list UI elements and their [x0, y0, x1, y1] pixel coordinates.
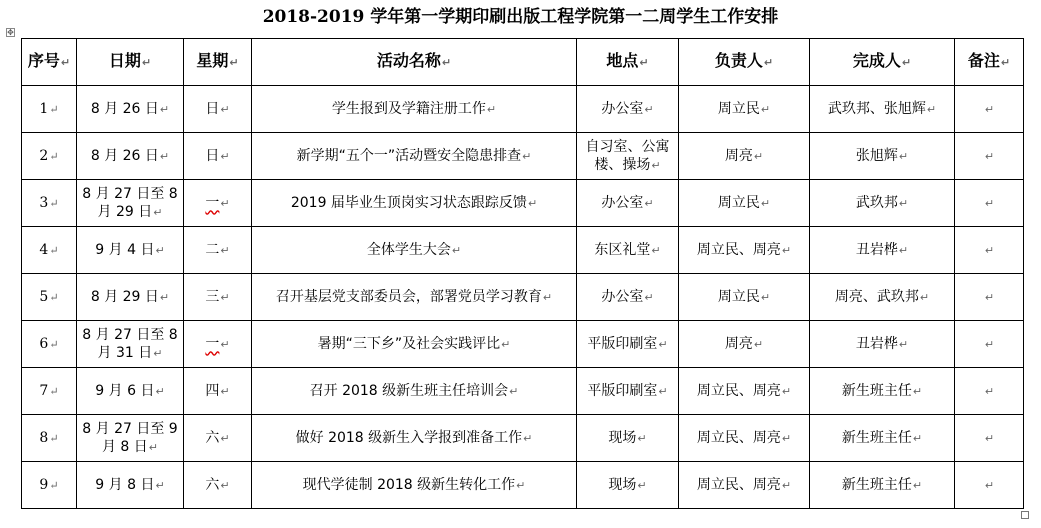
paragraph-mark-icon: ↵ — [926, 102, 937, 116]
date-text: 8 月 26 日 — [90, 147, 159, 164]
cell-owner[interactable] — [679, 133, 810, 180]
table-row — [22, 368, 1024, 415]
paragraph-mark-icon: ↵ — [148, 440, 159, 454]
cell-index[interactable] — [22, 227, 77, 274]
table-row — [22, 133, 1024, 180]
index-text: 7 — [39, 382, 49, 399]
owner-text: 周亮 — [724, 147, 753, 164]
cell-weekday[interactable] — [184, 180, 252, 227]
paragraph-mark-icon: ↵ — [898, 196, 909, 210]
date-text: 8 月 27 日至 8 月 29 日 — [82, 185, 178, 220]
cell-date[interactable] — [77, 462, 184, 509]
paragraph-mark-icon: ↵ — [220, 290, 230, 304]
table-row — [22, 321, 1024, 368]
location-text: 平版印刷室 — [587, 335, 658, 352]
activity-text: 召开基层党支部委员会，部署党员学习教育 — [275, 288, 542, 305]
cell-completer[interactable] — [810, 274, 955, 321]
location-text: 现场 — [608, 476, 637, 493]
location-text: 东区礼堂 — [594, 241, 651, 258]
paragraph-mark-icon: ↵ — [984, 478, 995, 492]
activity-text: 做好 2018 级新生入学报到准备工作 — [295, 429, 523, 446]
cell-owner[interactable] — [679, 462, 810, 509]
cell-completer[interactable] — [810, 86, 955, 133]
completer-text: 丑岩桦 — [855, 335, 898, 352]
activity-text: 现代学徒制 2018 级新生转化工作 — [302, 476, 516, 493]
paragraph-mark-icon: ↵ — [760, 290, 771, 304]
owner-text: 周立民 — [717, 288, 760, 305]
paragraph-mark-icon: ↵ — [159, 290, 170, 304]
cell-note[interactable] — [955, 133, 1024, 180]
paragraph-mark-icon: ↵ — [49, 290, 59, 304]
weekday-text: 一 — [205, 194, 220, 211]
paragraph-mark-icon: ↵ — [760, 196, 771, 210]
cell-index[interactable] — [22, 415, 77, 462]
table-row — [22, 462, 1024, 509]
paragraph-mark-icon: ↵ — [220, 102, 230, 116]
cell-date[interactable] — [77, 133, 184, 180]
cell-completer[interactable] — [810, 321, 955, 368]
paragraph-mark-icon: ↵ — [912, 431, 923, 445]
header-owner[interactable]: 负责人↵ — [679, 39, 810, 86]
cell-weekday[interactable] — [184, 133, 252, 180]
paragraph-mark-icon: ↵ — [781, 243, 792, 257]
cell-weekday[interactable] — [184, 321, 252, 368]
date-text: 9 月 6 日 — [95, 382, 155, 399]
completer-text: 新生班主任 — [841, 476, 912, 493]
paragraph-mark-icon: ↵ — [898, 243, 909, 257]
paragraph-mark-icon: ↵ — [159, 102, 170, 116]
table-row — [22, 180, 1024, 227]
cell-activity[interactable] — [252, 274, 577, 321]
weekday-text: 六 — [205, 476, 220, 493]
paragraph-mark-icon: ↵ — [220, 337, 230, 351]
cell-date[interactable] — [77, 415, 184, 462]
cell-note[interactable] — [955, 86, 1024, 133]
cell-owner[interactable] — [679, 415, 810, 462]
owner-text: 周立民 — [717, 194, 760, 211]
cell-note[interactable] — [955, 368, 1024, 415]
table-row — [22, 227, 1024, 274]
paragraph-mark-icon: ↵ — [984, 290, 995, 304]
index-text: 6 — [39, 335, 49, 352]
paragraph-mark-icon: ↵ — [451, 243, 462, 257]
header-location[interactable]: 地点↵ — [577, 39, 679, 86]
cell-location[interactable] — [577, 368, 679, 415]
location-text: 办公室 — [601, 100, 644, 117]
weekday-text: 日 — [205, 147, 220, 164]
location-text: 自习室、公寓楼、操场 — [585, 138, 670, 173]
cell-completer[interactable] — [810, 180, 955, 227]
paragraph-mark-icon: ↵ — [781, 478, 792, 492]
completer-text: 张旭辉 — [855, 147, 898, 164]
paragraph-mark-icon: ↵ — [509, 384, 519, 398]
paragraph-mark-icon: ↵ — [486, 102, 497, 116]
activity-text: 新学期“五个一”活动暨安全隐患排查 — [296, 147, 522, 164]
date-text: 9 月 8 日 — [95, 476, 155, 493]
cell-date[interactable] — [77, 227, 184, 274]
paragraph-mark-icon: ↵ — [49, 243, 59, 257]
owner-text: 周立民、周亮 — [696, 382, 781, 399]
paragraph-mark-icon: ↵ — [220, 384, 230, 398]
weekday-text: 四 — [205, 382, 220, 399]
paragraph-mark-icon: ↵ — [984, 384, 995, 398]
cell-location[interactable] — [577, 133, 679, 180]
weekday-text: 一 — [205, 335, 220, 352]
cell-index[interactable] — [22, 368, 77, 415]
cell-index[interactable] — [22, 180, 77, 227]
paragraph-mark-icon: ↵ — [651, 158, 661, 172]
paragraph-mark-icon: ↵ — [781, 431, 792, 445]
paragraph-mark-icon: ↵ — [898, 337, 909, 351]
paragraph-mark-icon: ↵ — [220, 243, 230, 257]
cell-activity[interactable] — [252, 462, 577, 509]
owner-text: 周立民、周亮 — [696, 429, 781, 446]
paragraph-mark-icon: ↵ — [153, 205, 163, 219]
paragraph-mark-icon: ↵ — [912, 384, 923, 398]
location-text: 办公室 — [601, 288, 644, 305]
completer-text: 新生班主任 — [841, 382, 912, 399]
paragraph-mark-icon: ↵ — [155, 478, 165, 492]
cell-location[interactable] — [577, 321, 679, 368]
cell-note[interactable] — [955, 415, 1024, 462]
header-activity[interactable]: 活动名称↵ — [252, 39, 577, 86]
weekday-text: 二 — [205, 241, 220, 258]
paragraph-mark-icon: ↵ — [527, 196, 538, 210]
cell-date[interactable] — [77, 180, 184, 227]
cell-location[interactable] — [577, 86, 679, 133]
date-text: 8 月 29 日 — [90, 288, 159, 305]
cell-note[interactable] — [955, 462, 1024, 509]
paragraph-mark-icon: ↵ — [49, 196, 59, 210]
header-index[interactable]: 序号↵ — [22, 39, 77, 86]
paragraph-mark-icon: ↵ — [753, 149, 764, 163]
paragraph-mark-icon: ↵ — [651, 243, 661, 257]
cell-weekday[interactable] — [184, 415, 252, 462]
date-text: 8 月 26 日 — [90, 100, 159, 117]
paragraph-mark-icon: ↵ — [220, 478, 230, 492]
cell-index[interactable] — [22, 462, 77, 509]
cell-date[interactable] — [77, 321, 184, 368]
paragraph-mark-icon: ↵ — [898, 149, 909, 163]
paragraph-mark-icon: ↵ — [522, 149, 532, 163]
header-completer[interactable]: 完成人↵ — [810, 39, 955, 86]
paragraph-mark-icon: ↵ — [912, 478, 923, 492]
index-text: 3 — [39, 194, 49, 211]
paragraph-mark-icon: ↵ — [658, 337, 668, 351]
cell-owner[interactable] — [679, 227, 810, 274]
paragraph-mark-icon: ↵ — [220, 431, 230, 445]
date-text: 8 月 27 日至 8 月 31 日 — [82, 326, 178, 361]
paragraph-mark-icon: ↵ — [644, 290, 654, 304]
index-text: 1 — [39, 100, 49, 117]
index-text: 2 — [39, 147, 49, 164]
cell-weekday[interactable] — [184, 368, 252, 415]
index-text: 5 — [39, 288, 49, 305]
cell-location[interactable] — [577, 274, 679, 321]
cell-location[interactable] — [577, 227, 679, 274]
cell-location[interactable] — [577, 462, 679, 509]
header-row — [22, 39, 1024, 86]
paragraph-mark-icon: ↵ — [49, 384, 59, 398]
cell-activity[interactable] — [252, 368, 577, 415]
index-text: 9 — [39, 476, 49, 493]
cell-activity[interactable] — [252, 227, 577, 274]
cell-activity[interactable] — [252, 321, 577, 368]
paragraph-mark-icon: ↵ — [501, 337, 511, 351]
activity-text: 2019 届毕业生顶岗实习状态跟踪反馈 — [290, 194, 527, 211]
paragraph-mark-icon: ↵ — [49, 102, 59, 116]
owner-text: 周立民、周亮 — [696, 241, 781, 258]
paragraph-mark-icon: ↵ — [542, 290, 553, 304]
cell-completer[interactable] — [810, 462, 955, 509]
cell-weekday[interactable] — [184, 227, 252, 274]
cell-location[interactable] — [577, 180, 679, 227]
index-text: 8 — [39, 429, 49, 446]
paragraph-mark-icon: ↵ — [220, 149, 230, 163]
owner-text: 周亮 — [724, 335, 753, 352]
paragraph-mark-icon: ↵ — [984, 431, 995, 445]
paragraph-mark-icon: ↵ — [49, 149, 59, 163]
cell-index[interactable] — [22, 321, 77, 368]
owner-text: 周立民 — [717, 100, 760, 117]
paragraph-mark-icon: ↵ — [637, 478, 647, 492]
table-move-handle-icon[interactable]: ✥ — [7, 28, 14, 37]
paragraph-mark-icon: ↵ — [644, 102, 654, 116]
schedule-table — [21, 38, 1024, 509]
paragraph-mark-icon: ↵ — [984, 102, 995, 116]
paragraph-mark-icon: ↵ — [159, 149, 170, 163]
cell-date[interactable] — [77, 368, 184, 415]
cell-owner[interactable] — [679, 180, 810, 227]
cell-completer[interactable] — [810, 415, 955, 462]
completer-text: 武玖邦、张旭辉 — [827, 100, 926, 117]
document-title: 2018-2019 学年第一学期印刷出版工程学院第一二周学生工作安排 — [262, 7, 779, 27]
cell-location[interactable] — [577, 415, 679, 462]
weekday-text: 三 — [205, 288, 220, 305]
cell-owner[interactable] — [679, 368, 810, 415]
owner-text: 周立民、周亮 — [696, 476, 781, 493]
cell-date[interactable] — [77, 274, 184, 321]
table-row — [22, 274, 1024, 321]
location-text: 现场 — [608, 429, 637, 446]
cell-completer[interactable] — [810, 227, 955, 274]
paragraph-mark-icon: ↵ — [220, 196, 230, 210]
date-text: 9 月 4 日 — [95, 241, 155, 258]
paragraph-mark-icon: ↵ — [781, 384, 792, 398]
weekday-text: 六 — [205, 429, 220, 446]
cell-activity[interactable] — [252, 180, 577, 227]
cell-index[interactable] — [22, 274, 77, 321]
cell-weekday[interactable] — [184, 274, 252, 321]
paragraph-mark-icon: ↵ — [984, 196, 995, 210]
cell-weekday[interactable] — [184, 86, 252, 133]
cell-date[interactable] — [77, 86, 184, 133]
paragraph-mark-icon: ↵ — [658, 384, 668, 398]
location-text: 办公室 — [601, 194, 644, 211]
paragraph-mark-icon: ↵ — [155, 243, 165, 257]
completer-text: 周亮、武玖邦 — [834, 288, 919, 305]
table-row — [22, 415, 1024, 462]
date-text: 8 月 27 日至 9 月 8 日 — [82, 420, 178, 455]
cell-note[interactable] — [955, 321, 1024, 368]
completer-text: 武玖邦 — [855, 194, 898, 211]
cell-activity[interactable] — [252, 86, 577, 133]
cell-note[interactable] — [955, 227, 1024, 274]
cell-owner[interactable] — [679, 86, 810, 133]
activity-text: 学生报到及学籍注册工作 — [331, 100, 486, 117]
completer-text: 丑岩桦 — [855, 241, 898, 258]
cell-activity[interactable] — [252, 415, 577, 462]
paragraph-mark-icon: ↵ — [644, 196, 654, 210]
cell-completer[interactable] — [810, 133, 955, 180]
cell-completer[interactable] — [810, 368, 955, 415]
index-text: 4 — [39, 241, 49, 258]
paragraph-mark-icon: ↵ — [523, 431, 533, 445]
paragraph-mark-icon: ↵ — [637, 431, 647, 445]
table-resize-handle-icon[interactable] — [1021, 511, 1029, 519]
weekday-text: 日 — [205, 100, 220, 117]
paragraph-mark-icon: ↵ — [984, 149, 995, 163]
completer-text: 新生班主任 — [841, 429, 912, 446]
cell-owner[interactable] — [679, 274, 810, 321]
cell-weekday[interactable] — [184, 462, 252, 509]
location-text: 平版印刷室 — [587, 382, 658, 399]
activity-text: 全体学生大会 — [366, 241, 451, 258]
paragraph-mark-icon: ↵ — [919, 290, 930, 304]
paragraph-mark-icon: ↵ — [984, 243, 995, 257]
cell-index[interactable] — [22, 133, 77, 180]
paragraph-mark-icon: ↵ — [49, 478, 59, 492]
paragraph-mark-icon: ↵ — [155, 384, 165, 398]
cell-index[interactable] — [22, 86, 77, 133]
header-weekday[interactable]: 星期↵ — [184, 39, 252, 86]
activity-text: 召开 2018 级新生班主任培训会 — [309, 382, 509, 399]
paragraph-mark-icon: ↵ — [49, 337, 59, 351]
paragraph-mark-icon: ↵ — [760, 102, 771, 116]
activity-text: 暑期“三下乡”及社会实践评比 — [317, 335, 501, 352]
paragraph-mark-icon: ↵ — [753, 337, 764, 351]
cell-activity[interactable] — [252, 133, 577, 180]
paragraph-mark-icon: ↵ — [516, 478, 526, 492]
cell-note[interactable] — [955, 180, 1024, 227]
cell-owner[interactable] — [679, 321, 810, 368]
paragraph-mark-icon: ↵ — [984, 337, 995, 351]
header-date[interactable]: 日期↵ — [77, 39, 184, 86]
table-row — [22, 86, 1024, 133]
paragraph-mark-icon: ↵ — [153, 346, 163, 360]
cell-note[interactable] — [955, 274, 1024, 321]
paragraph-mark-icon: ↵ — [49, 431, 59, 445]
header-note[interactable]: 备注↵ — [955, 39, 1024, 86]
